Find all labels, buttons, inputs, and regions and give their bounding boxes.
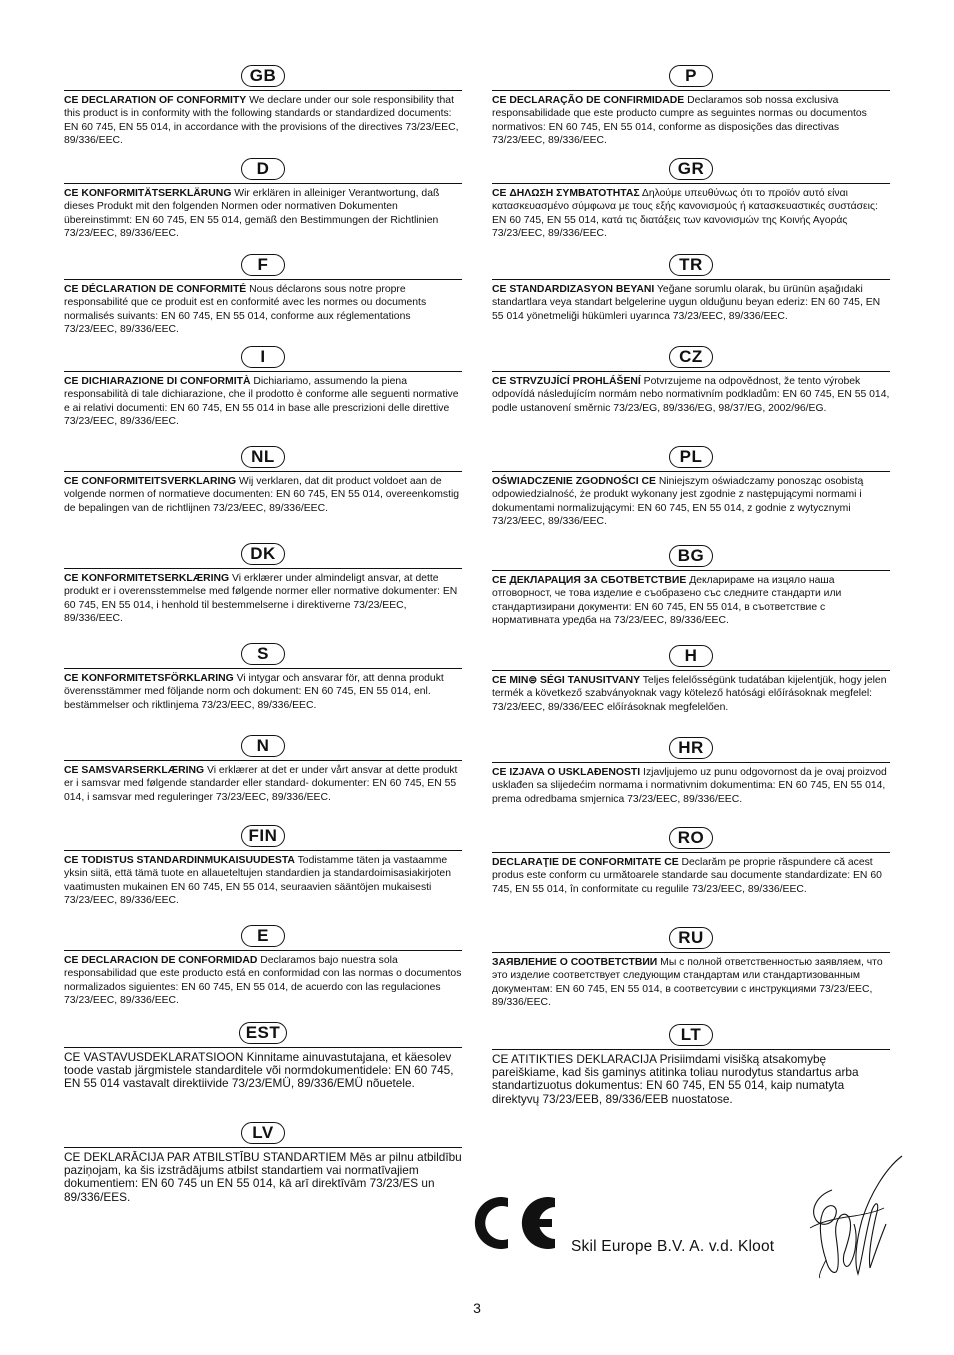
- declaration-body: Vi intygar och ansvarar för, att denna produkt överensstämmer med följande norm och dokument: EN 60 745, EN 55 014, enl. bestämmelser och riktlinjema 73/23/EEC, 89/336/EEC.: [64, 673, 444, 711]
- declaration-text: [492, 674, 890, 714]
- divider: [492, 762, 890, 763]
- declaration-title: CE TODISTUS STANDARDINMUKAISUUDESTA: [64, 855, 295, 866]
- declaration-title: CE DECLARACION DE CONFORMIDAD: [64, 955, 258, 966]
- declaration-title: CE DECLARAÇÃO DE CONFIRMIDADE: [492, 95, 685, 106]
- divider: [64, 1147, 462, 1148]
- language-code-badge: E: [241, 925, 285, 947]
- divider: [492, 570, 890, 571]
- divider: [64, 279, 462, 280]
- declaration-title: ЗАЯВЛЕНИЕ О СООТВЕТСТВИИ: [492, 957, 658, 968]
- declaration-title: DECLARAŢIE DE CONFORMITATE CE: [492, 857, 679, 868]
- declaration-body: Yeğane sorumlu olarak, bu ürünün aşağıdaki standartlara veya standart belgelerine uygun olduğunu beyan ederiz: EN 60 745, EN 55 014 yönetmeliği hükümleri uyarınca 73/23/EEC, 89/336/EEC.: [492, 284, 881, 322]
- declaration-body: Vi erklærer at det er under vårt ansvar at dette produkt er i samsvar med følgende standarder eller standard- dokumenter: EN 60 745, EN 55 014, i samsvar med reguleringer 73/23/EEC, 89/336/EEC.: [64, 765, 458, 803]
- declaration-title: OŚWIADCZENIE ZGODNOŚCI CE: [492, 476, 656, 487]
- declaration-text: [64, 954, 462, 1008]
- declaration-cz: [492, 343, 890, 443]
- declaration-bg: [492, 542, 890, 642]
- declaration-title: CE ΔΗΛΩΣΗ ΣΥΜΒΑΤΟΤΗΤΑΣ: [492, 188, 640, 199]
- declaration-body: Декларираме на изцяло наша отговорност, че това изделие е съобразено със следните стандарти или стандартизирани документи: EN 60 745, EN 55 014, в съответствие с нормативната уредба на 73/23/EEC, 89/336/EEC.: [492, 575, 842, 627]
- declaration-body: CE ATITIKTIES DEKLARACIJA Prisiimdami visišką atsakomybę pareiškiame, kad šis gaminys atitinka toliau nurodytus standartus arba standartizuotus dokumentus: EN 60 745, EN 55 014, kaip numatyta direktyvų 73/23/EEB, 89/336/EEB nuostatose.: [492, 1052, 859, 1106]
- declaration-d: [64, 155, 462, 251]
- declaration-body: Δηλούμε υπευθύνως ότι το προϊόν αυτό είναι κατασκευασμένο σύμφωνα με τους εξής κανονισμούς ή κατασκευαστικές συστάσεις: EN 60 745, EN 55 014, κατά τις διατάξεις των κανονισμών της Κοινής Αγοράς 73/23/EEC, 89/336/EEC.: [492, 188, 878, 240]
- language-code-badge: PL: [669, 446, 713, 468]
- declaration-title: CE SAMSVARSERKLÆRING: [64, 765, 205, 776]
- divider: [64, 90, 462, 91]
- divider: [64, 183, 462, 184]
- language-code-badge: D: [241, 158, 285, 180]
- declaration-i: [64, 343, 462, 443]
- declaration-text: [64, 375, 462, 429]
- declaration-title: CE MIN⊜ SÉGI TANUSITVANY: [492, 675, 641, 686]
- language-code-badge: N: [241, 735, 285, 757]
- declaration-text: [64, 572, 462, 626]
- language-code-badge: EST: [239, 1022, 288, 1044]
- language-code-badge: FIN: [241, 825, 285, 847]
- declaration-e: [64, 922, 462, 1019]
- declaration-s: [64, 640, 462, 732]
- divider: [64, 850, 462, 851]
- declaration-text: [492, 956, 890, 1010]
- declaration-text: [492, 94, 890, 148]
- divider: [64, 371, 462, 372]
- declaration-title: CE STANDARDIZASYON BEYANI: [492, 284, 655, 295]
- language-code-badge: TR: [669, 254, 713, 276]
- declaration-text: [64, 475, 462, 515]
- declaration-body: Declaramos bajo nuestra sola responsabilidad que este producto está en conformidad con las normas o documentos normalizados siguientes: EN 60 745, EN 55 014, de acuerdo con las regulaciones 73/23/EEC, 89/336/EEC.: [64, 955, 462, 1007]
- left-column: [64, 62, 462, 1209]
- language-code-badge: RO: [669, 827, 713, 849]
- declaration-fin: [64, 822, 462, 922]
- declaration-body: CE DEKLARĀCIJA PAR ATBILSTĪBU STANDARTIEM Mēs ar pilnu atbildību paziņojam, ka šis izstrādājums atbilst standartiem vai normatīvajiem dokumentiem: EN 60 745 un EN 55 014, kā arī direktīvām 73/23/ES un 89/336/EES.: [64, 1150, 462, 1204]
- declaration-pl: [492, 443, 890, 542]
- declaration-text: [492, 475, 890, 529]
- divider: [64, 471, 462, 472]
- declaration-body: Izjavljujemo uz punu odgovornost da je ovaj proizvod usklađen sa slijedećim normama i normativnim dokumentima: EN 60 745, EN 55 014, prema odredbama smjernica 73/23/EEC, 89/336/EEC.: [492, 767, 887, 805]
- declaration-text: [492, 766, 890, 806]
- page-number: 3: [473, 1300, 481, 1316]
- declaration-title: CE ДЕКЛАРАЦИЯ ЗА СБОТВЕТСТВИЕ: [492, 575, 687, 586]
- declaration-est: [64, 1019, 462, 1119]
- divider: [492, 852, 890, 853]
- divider: [492, 952, 890, 953]
- declaration-title: CE STRVZUJÍCÍ PROHLÁŠENÍ: [492, 376, 641, 387]
- declaration-title: CE KONFORMITETSERKLÆRING: [64, 573, 230, 584]
- company-signatory: Skil Europe B.V. A. v.d. Kloot: [571, 1238, 775, 1255]
- declaration-gr: [492, 155, 890, 251]
- language-code-badge: I: [241, 346, 285, 368]
- declaration-body: Wir erklären in alleiniger Verantwortung, daß dieses Produkt mit den folgenden Normen oder normativen Dokumenten übereinstimmt: EN 60 745, EN 55 014, gemäß den Bestimmungen der Richtlinien 73/23/EEC, 89/336/EEC.: [64, 188, 440, 240]
- declaration-body: We declare under our sole responsibility that this product is in conformity with the following standards or standardized documents: EN 60 745, EN 55 014, in accordance with the provisions of the directives 73/23/EEC, 89/336/EEC.: [64, 95, 459, 147]
- declaration-f: [64, 251, 462, 343]
- divider: [492, 183, 890, 184]
- declaration-ru: [492, 924, 890, 1021]
- declaration-lv: [64, 1119, 462, 1209]
- declaration-body: Declarăm pe proprie răspundere că acest produs este conform cu următoarele standarde sau documente standardizate: EN 60 745, EN 55 014, în conformitate cu regulile 73/23/EEC, 89/336/EEC.: [492, 857, 882, 895]
- declaration-body: Teljes felelősségünk tudatában kijelentjük, hogy jelen termék a következő szabványoknak vagy kötelező hatósági előírásoknak megfelel: 73/23/EEC, 89/336/EEC előírásoknak megfelelően.: [492, 675, 887, 713]
- declaration-text: [64, 854, 462, 908]
- declaration-text: [492, 1053, 890, 1106]
- declaration-text: [64, 1151, 462, 1204]
- declaration-text: [64, 764, 462, 804]
- declaration-text: [492, 375, 890, 415]
- declaration-gb: [64, 62, 462, 155]
- declaration-title: CE DECLARATION OF CONFORMITY: [64, 95, 247, 106]
- divider: [492, 279, 890, 280]
- divider: [64, 760, 462, 761]
- divider: [492, 1049, 890, 1050]
- declaration-body: Niniejszym oświadczamy ponosząc osobistą odpowiedzialność, że produkt wykonany jest zgodnie z następującymi normami i dokumentami normalizującymi: EN 60 745, EN 55 014, z godnie z wytycznymi 73/23/EEC, 89/336/EEC.: [492, 476, 864, 528]
- declaration-nl: [64, 443, 462, 540]
- declaration-title: CE DICHIARAZIONE DI CONFORMITÀ: [64, 376, 251, 387]
- declaration-h: [492, 642, 890, 734]
- divider: [492, 471, 890, 472]
- declaration-ro: [492, 824, 890, 924]
- declaration-body: CE VASTAVUSDEKLARATSIOON Kinnitame ainuvastutajana, et käesolev toode vastab järgmistele standarditele või normdokumentidele: EN 60 745, EN 55 014 vastavalt direktiivide 73/23/EMÜ, 89/336/EMÜ nõuetele.: [64, 1050, 454, 1091]
- language-code-badge: CZ: [669, 346, 713, 368]
- declaration-text: [64, 672, 462, 712]
- divider: [64, 950, 462, 951]
- declaration-body: Dichiariamo, assumendo la piena responsabilità di tale dichiarazione, che il prodotto è conforme alle seguenti normative e ai relativi documenti: EN 60 745, EN 55 014 in base alle prescrizioni delle direttive 73/23/EEC, 89/336/EEC.: [64, 376, 459, 428]
- language-code-badge: F: [241, 254, 285, 276]
- declaration-body: Wij verklaren, dat dit product voldoet aan de volgende normen of normatieve documenten: EN 60 745, EN 55 014, overeenkomstig de bepalingen van de richtlijnen 73/23/EEC, 89/336/EEC.: [64, 476, 460, 514]
- language-code-badge: BG: [669, 545, 713, 567]
- declaration-n: [64, 732, 462, 822]
- handwritten-signature: [796, 1150, 906, 1280]
- language-code-badge: H: [669, 645, 713, 667]
- declaration-body: Nous déclarons sous notre propre responsabilité que ce produit est en conformité avec les normes ou documents normalisés suivants: EN 60 745, EN 55 014, conforme aux réglementations 73/23/EEC, 89/336/EEC.: [64, 284, 427, 336]
- language-code-badge: S: [241, 643, 285, 665]
- declaration-dk: [64, 540, 462, 640]
- language-code-badge: GR: [669, 158, 713, 180]
- declaration-p: [492, 62, 890, 155]
- declaration-text: [64, 187, 462, 241]
- declaration-title: CE KONFORMITÄTSERKLÄRUNG: [64, 188, 232, 199]
- language-code-badge: RU: [669, 927, 713, 949]
- declaration-title: CE KONFORMITETSFÖRKLARING: [64, 673, 234, 684]
- language-code-badge: GB: [241, 65, 285, 87]
- declaration-text: [492, 187, 890, 241]
- declaration-body: Declaramos sob nossa exclusiva responsabilidade que este producto cumpre as seguintes normas ou documentos normativos: EN 60 745, EN 55 014, conforme as disposições das directivas 73/23/EEC, 89/336/EEC.: [492, 95, 867, 147]
- language-code-badge: LV: [241, 1122, 285, 1144]
- right-column: [492, 62, 890, 1121]
- declaration-text: [492, 574, 890, 628]
- divider: [492, 90, 890, 91]
- declaration-hr: [492, 734, 890, 824]
- declaration-body: Potvrzujeme na odpovědnost, že tento výrobek odpovídá následujícím normám nebo normativním podkladům: EN 60 745, EN 55 014, podle ustanovení směrnic 73/23/EG, 89/336/EG, 98/37/EG, 2002/96/EG.: [492, 376, 890, 414]
- declaration-title: CE DÉCLARATION DE CONFORMITÉ: [64, 284, 247, 295]
- declaration-text: [492, 283, 890, 323]
- language-code-badge: DK: [241, 543, 285, 565]
- declaration-text: [64, 1051, 462, 1091]
- declaration-title: CE CONFORMITEITSVERKLARING: [64, 476, 237, 487]
- declaration-body: Vi erklærer under almindeligt ansvar, at dette produkt er i overensstemmelse med følgende normer eller normative dokumenter: EN 60 745, EN 55 014, i henhold til bestemmelserne i direktiverne 73/23/EEC, 89/336/EEC.: [64, 573, 458, 625]
- declaration-text: [64, 283, 462, 337]
- ce-mark-icon: [470, 1192, 558, 1254]
- language-code-badge: NL: [241, 446, 285, 468]
- divider: [64, 668, 462, 669]
- divider: [492, 371, 890, 372]
- declaration-text: [492, 856, 890, 896]
- language-code-badge: P: [669, 65, 713, 87]
- declaration-tr: [492, 251, 890, 343]
- declaration-lt: [492, 1021, 890, 1121]
- language-code-badge: HR: [669, 737, 713, 759]
- declaration-title: CE IZJAVA O USKLAĐENOSTI: [492, 767, 641, 778]
- declaration-body: Todistamme täten ja vastaamme yksin siitä, että tämä tuote en allaueteltujen standardien ja standardoimisasiakirjoten vaatimusten mukainen EN 60 745, EN 55 014, seuraavien sääntöjen mukaisesti 73/23/EEC, 89/336/EEC.: [64, 855, 451, 907]
- divider: [492, 670, 890, 671]
- language-code-badge: LT: [669, 1024, 713, 1046]
- divider: [64, 1047, 462, 1048]
- declaration-text: [64, 94, 462, 148]
- declaration-body: Мы с полной ответственностью заявляем, что это изделие соответствует следующим стандартам или стандартизованным документам: EN 60 745, EN 55 014, в соответсувии с инструкциями 73/23/EEC, 89/336/EEC.: [492, 957, 883, 1009]
- divider: [64, 568, 462, 569]
